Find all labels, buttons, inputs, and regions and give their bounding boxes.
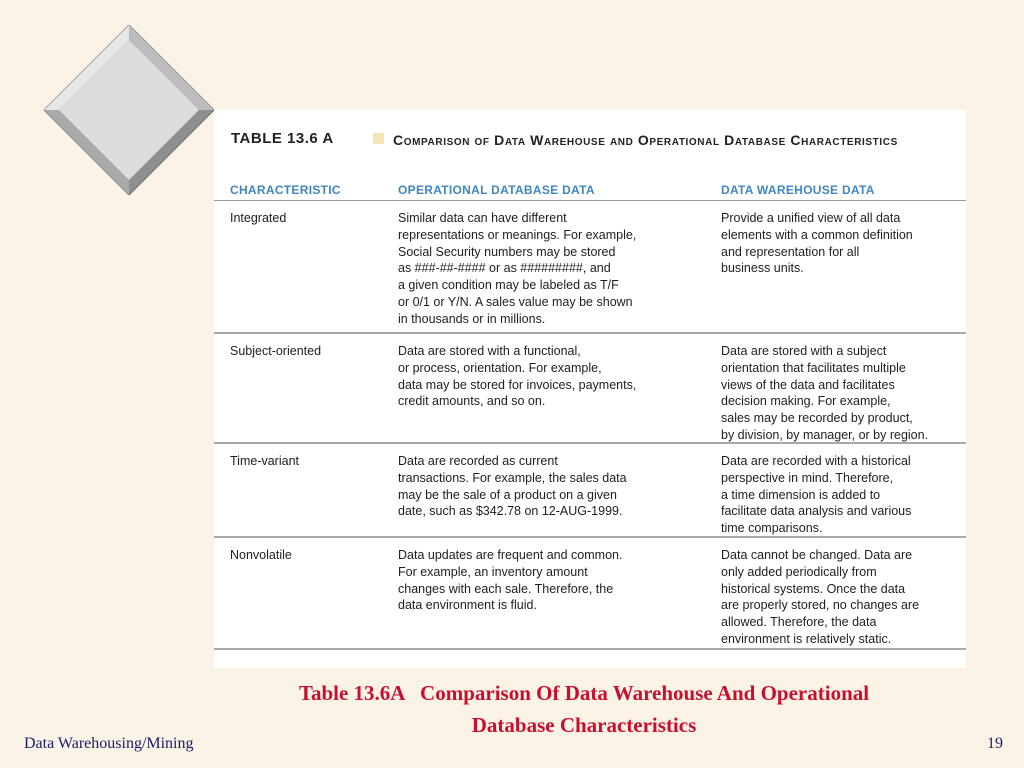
column-header-warehouse: DATA WAREHOUSE DATA — [721, 183, 875, 197]
heading-square-icon — [373, 133, 384, 144]
cell-characteristic: Time-variant — [230, 454, 299, 468]
table-row — [214, 334, 966, 444]
footer-course-title: Data Warehousing/Mining — [24, 735, 194, 752]
caption-line-2: Database Characteristics — [471, 713, 697, 737]
table-title: Comparison of Data Warehouse and Operational Database Characteristics — [393, 132, 898, 148]
column-header-characteristic: CHARACTERISTIC — [230, 183, 341, 197]
cell-characteristic: Nonvolatile — [230, 548, 292, 562]
cell-warehouse: Data cannot be changed. Data are only added periodically from historical systems. Once the data are properly stored, no changes are allowed. Therefore, the data environment is relatively static. — [721, 548, 920, 646]
cell-operational: Data updates are frequent and common. For example, an inventory amount changes with each sale. Therefore, the data environment is fluid. — [398, 548, 623, 613]
cell-warehouse: Data are recorded with a historical perspective in mind. Therefore, a time dimension is added to facilitate data analysis and various time comparisons. — [721, 454, 912, 536]
cell-operational: Data are stored with a functional, or process, orientation. For example, data may be stored for invoices, payments, credit amounts, and so on. — [398, 344, 637, 409]
table-image — [214, 110, 966, 668]
table-row — [214, 201, 966, 334]
caption-line-1: Table 13.6A Comparison Of Data Warehouse And Operational — [298, 681, 870, 705]
column-header-operational: OPERATIONAL DATABASE DATA — [398, 183, 595, 197]
table-label: TABLE 13.6 A — [231, 130, 334, 147]
cell-operational: Data are recorded as current transactions. For example, the sales data may be the sale of a product on a given date, such as $342.78 on 12-AUG-1999. — [398, 454, 627, 519]
table-row — [214, 444, 966, 538]
page-number: 19 — [987, 735, 1003, 752]
cell-warehouse: Data are stored with a subject orientation that facilitates multiple views of the data and facilitates decision making. For example, sales may be recorded by product, by division, by manager, or by region. — [721, 344, 929, 442]
cell-warehouse: Provide a unified view of all data elements with a common definition and representation for all business units. — [721, 211, 913, 276]
table-row — [214, 538, 966, 650]
diamond-ornament-icon — [44, 25, 214, 195]
cell-operational: Similar data can have different representations or meanings. For example, Social Security numbers may be stored as ###-##-#### or as #########, and a given condition may be labeled as T/F or 0/1 or Y/N. A sales value may be shown in thousands or in millions. — [398, 211, 637, 326]
slide-caption — [196, 677, 972, 741]
cell-characteristic: Subject-oriented — [230, 344, 322, 358]
cell-characteristic: Integrated — [230, 211, 287, 225]
